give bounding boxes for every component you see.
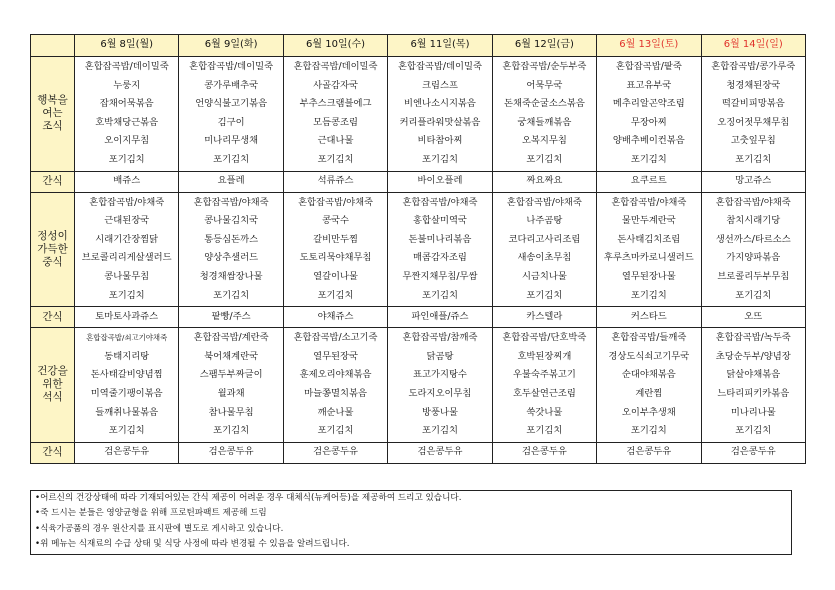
menu-item: 혼합잡곡밥/콩가루죽 — [711, 61, 796, 72]
menu-item: 나주곰탕 — [526, 215, 563, 227]
menu-item: 호박채당근볶음 — [95, 116, 159, 128]
day-header: 6월 10일(수) — [283, 35, 387, 57]
menu-item: 혼합잡곡밥/데이밀죽 — [293, 61, 378, 72]
menu-item: 쑥갓나물 — [526, 406, 563, 418]
menu-item: 포기김치 — [213, 289, 250, 301]
menu-item: 미나리나물 — [730, 406, 776, 418]
meal-cell — [75, 192, 179, 307]
meal-row — [31, 57, 806, 172]
menu-item: 커리플라워맛살볶음 — [399, 116, 481, 128]
menu-item: 떡갈비피망볶음 — [721, 98, 785, 110]
menu-item: 포기김치 — [213, 153, 250, 165]
menu-item: 혼합잡곡밥/녹두죽 — [715, 332, 791, 344]
menu-item: 오이부추생채 — [621, 406, 676, 418]
menu-item: 닭곰탕 — [426, 350, 454, 362]
menu-item: 잡채어묵볶음 — [99, 98, 154, 110]
meal-row — [31, 328, 806, 443]
menu-item: 근대된장국 — [104, 215, 150, 227]
menu-item: 혼합잡곡밥/야채죽 — [193, 196, 269, 208]
meal-row — [31, 192, 806, 307]
row-label: 간식 — [31, 171, 75, 192]
menu-item: 무장아찌 — [630, 116, 667, 128]
menu-item: 크림스프 — [422, 79, 458, 91]
menu-item: 혼합잡곡밥/데이밀죽 — [189, 61, 274, 72]
menu-item: 물만두계란국 — [621, 215, 676, 227]
menu-item: 오징어젓무채무침 — [717, 116, 790, 128]
menu-item: 포기김치 — [630, 153, 667, 165]
day-header: 6월 13일(토) — [597, 35, 701, 57]
meal-cell — [283, 328, 387, 443]
menu-item: 청경채쌈장나물 — [199, 270, 263, 282]
menu-item: 누룽지 — [113, 79, 141, 91]
menu-item: 브로콜리두부무침 — [717, 270, 790, 282]
meal-cell — [701, 328, 805, 443]
menu-item: 마늘쫑멸치볶음 — [304, 387, 367, 399]
meal-cell — [492, 328, 596, 443]
menu-item: 포기김치 — [108, 425, 145, 437]
menu-item: 초당순두부/양념장 — [715, 350, 791, 362]
menu-item: 혼합잡곡밥/야채죽 — [402, 196, 478, 208]
menu-item: 포기김치 — [422, 425, 458, 437]
menu-item: 호박된장찌개 — [517, 350, 572, 362]
menu-item: 훈제오리야채볶음 — [299, 369, 372, 381]
meal-cell — [492, 57, 596, 172]
snack-cell: 요쿠르트 — [597, 171, 701, 192]
menu-item: 혼합잡곡밥/순두부죽 — [502, 61, 587, 72]
menu-item: 혼합잡곡밥/계란죽 — [193, 332, 269, 344]
menu-item: 가지양파볶음 — [726, 252, 781, 264]
menu-item: 포기김치 — [735, 153, 772, 165]
menu-item: 도라지오이무침 — [408, 387, 472, 399]
meal-cell — [283, 57, 387, 172]
row-label: 간식 — [31, 442, 75, 463]
snack-cell: 검은콩두유 — [388, 442, 492, 463]
snack-cell: 짜요짜요 — [492, 171, 596, 192]
meal-cell — [388, 328, 492, 443]
snack-row — [31, 171, 806, 192]
menu-item: 양배추베이컨볶음 — [612, 135, 685, 147]
menu-item: 혼합잡곡밥/야채죽 — [715, 196, 791, 208]
menu-item: 표고가지탕수 — [413, 369, 467, 381]
meal-cell — [597, 328, 701, 443]
menu-item: 포기김치 — [526, 153, 563, 165]
menu-item: 포기김치 — [317, 425, 354, 437]
menu-item: 비타참아찌 — [417, 135, 463, 147]
meal-cell — [492, 192, 596, 307]
meal-cell — [75, 328, 179, 443]
menu-item: 홍합살미역국 — [413, 215, 467, 227]
menu-item: 돈채죽순굴소스볶음 — [503, 98, 585, 110]
note-line: •위 메뉴는 식재료의 수급 상태 및 식당 사정에 따라 변경될 수 있음을 알려드립니다. — [35, 539, 350, 550]
menu-item: 혼합잡곡밥/참깨죽 — [402, 332, 478, 344]
menu-item: 동태지리탕 — [104, 350, 150, 362]
snack-cell: 오뜨 — [701, 307, 805, 328]
snack-row — [31, 307, 806, 328]
row-label: 정성이 가득한 중식 — [31, 192, 75, 307]
menu-item: 돈사태갈비양념찜 — [90, 369, 163, 381]
notes-box — [30, 490, 792, 555]
snack-cell: 망고쥬스 — [701, 171, 805, 192]
menu-item: 미역줄기팽이볶음 — [90, 387, 163, 399]
snack-cell: 검은콩두유 — [283, 442, 387, 463]
menu-item: 혼합잡곡밥/단호박죽 — [502, 332, 587, 344]
menu-item: 들깨취나물볶음 — [95, 406, 159, 418]
meal-cell — [701, 57, 805, 172]
menu-item: 포기김치 — [735, 289, 772, 301]
menu-item: 혼합잡곡밥/야채죽 — [506, 196, 582, 208]
menu-item: 포기김치 — [630, 425, 667, 437]
menu-item: 코다리고사리조림 — [508, 233, 581, 245]
menu-item: 청경채된장국 — [726, 79, 781, 91]
meal-cell — [701, 192, 805, 307]
snack-cell: 토마토사과쥬스 — [75, 307, 179, 328]
snack-cell: 검은콩두유 — [492, 442, 596, 463]
menu-item: 오이지무침 — [104, 135, 150, 147]
menu-item: 시래기간장찜닭 — [95, 233, 159, 245]
menu-item: 열갈이나물 — [313, 270, 358, 282]
snack-cell: 야채쥬스 — [283, 307, 387, 328]
menu-item: 궁채들깨볶음 — [517, 116, 572, 128]
note-line: •식육가공품의 경우 원산지를 표시판에 별도로 게시하고 있습니다. — [35, 523, 284, 534]
menu-item: 포기김치 — [317, 153, 354, 165]
menu-item: 부추스크램블에그 — [299, 98, 372, 110]
snack-cell: 배쥬스 — [75, 171, 179, 192]
menu-item: 콩국수 — [322, 215, 350, 227]
menu-item: 깨순나물 — [317, 406, 354, 418]
menu-item: 혼합잡곡밥/야채죽 — [89, 196, 165, 208]
menu-item: 언양식불고기볶음 — [195, 98, 268, 110]
snack-cell: 검은콩두유 — [701, 442, 805, 463]
menu-item: 시금치나물 — [521, 270, 567, 282]
menu-item: 북어채계란국 — [204, 350, 259, 362]
menu-item: 참치시래기당 — [726, 215, 781, 227]
menu-item: 포기김치 — [108, 289, 145, 301]
menu-item: 포기김치 — [422, 289, 458, 301]
menu-item: 포기김치 — [108, 153, 145, 165]
snack-cell: 팥빵/주스 — [179, 307, 283, 328]
menu-body — [31, 57, 806, 464]
menu-item: 새송이초무침 — [517, 252, 572, 264]
meal-cell — [388, 192, 492, 307]
note-line: •죽 드시는 분들은 영양균형을 위해 프로틴파팩트 제공해 드림 — [35, 508, 267, 519]
row-label: 건강을 위한 석식 — [31, 328, 75, 443]
menu-item: 매콤감자조림 — [413, 252, 467, 264]
menu-item: 열무된장국 — [313, 350, 358, 362]
snack-cell: 검은콩두유 — [75, 442, 179, 463]
snack-cell: 검은콩두유 — [597, 442, 701, 463]
menu-item: 혼합잡곡밥/소고기죽 — [293, 332, 378, 344]
menu-item: 순대야채볶음 — [621, 369, 676, 381]
menu-item: 스팸두부짜글이 — [199, 369, 263, 381]
menu-item: 무짠지채무침/무쌈 — [402, 270, 478, 282]
menu-item: 비엔나소시지볶음 — [404, 98, 476, 110]
menu-item: 포기김치 — [735, 425, 772, 437]
menu-item: 느타리피키카볶음 — [717, 387, 790, 399]
menu-item: 혼합잡곡밥/팥죽 — [615, 61, 682, 72]
menu-item: 우불숙주볶고기 — [512, 369, 576, 381]
menu-item: 콩나물김치국 — [204, 215, 259, 227]
snack-cell: 바이오플레 — [388, 171, 492, 192]
meal-cell — [75, 57, 179, 172]
menu-item: 월과채 — [217, 387, 245, 399]
meal-cell — [597, 57, 701, 172]
menu-item: 표고유부국 — [626, 79, 672, 91]
menu-item: 혼합잡곡밥/들깨죽 — [611, 332, 687, 344]
day-header: 6월 14일(일) — [701, 35, 805, 57]
meal-cell — [179, 192, 283, 307]
menu-item: 미나리무생채 — [204, 135, 259, 147]
menu-item: 혼합잡곡밥/쇠고기야채죽 — [86, 333, 168, 343]
menu-item: 참나물무침 — [208, 406, 254, 418]
snack-cell: 석류쥬스 — [283, 171, 387, 192]
menu-item: 포기김치 — [630, 289, 667, 301]
day-header: 6월 8일(월) — [75, 35, 179, 57]
menu-item: 열무된장나물 — [621, 270, 676, 282]
menu-item: 모듬콩조림 — [313, 116, 358, 128]
menu-item: 오복지무침 — [521, 135, 567, 147]
menu-item: 고춧잎무침 — [730, 135, 776, 147]
menu-item: 도토리묵야채무침 — [299, 252, 372, 264]
menu-item: 어묵무국 — [526, 79, 563, 91]
row-label: 행복을 여는 조식 — [31, 57, 75, 172]
menu-item: 혼합잡곡밥/데이밀죽 — [397, 61, 482, 72]
row-label: 간식 — [31, 307, 75, 328]
menu-item: 콩나물무침 — [104, 270, 150, 282]
menu-item: 포기김치 — [422, 153, 458, 165]
snack-cell: 파인애플/쥬스 — [388, 307, 492, 328]
meal-cell — [179, 328, 283, 443]
menu-item: 포기김치 — [317, 289, 354, 301]
day-header: 6월 9일(화) — [179, 35, 283, 57]
meal-cell — [179, 57, 283, 172]
menu-item: 경상도식쇠고기무국 — [608, 350, 690, 362]
snack-cell: 요플레 — [179, 171, 283, 192]
weekly-menu-table — [30, 34, 806, 464]
day-header-row — [31, 35, 806, 57]
meal-cell — [597, 192, 701, 307]
snack-cell: 검은콩두유 — [179, 442, 283, 463]
meal-cell — [388, 57, 492, 172]
menu-item: 혼합잡곡밥/야채죽 — [298, 196, 374, 208]
menu-item: 사골감자국 — [313, 79, 358, 91]
menu-item: 통등심돈까스 — [204, 233, 259, 245]
menu-item: 계란찜 — [635, 387, 663, 399]
snack-cell: 커스타드 — [597, 307, 701, 328]
menu-item: 후루츠마카로니샐러드 — [603, 252, 694, 264]
menu-item: 콩가루배추국 — [204, 79, 259, 91]
day-header: 6월 11일(목) — [388, 35, 492, 57]
menu-item: 갈비만두찜 — [313, 233, 358, 245]
menu-item: 돈불미나리볶음 — [408, 233, 472, 245]
menu-item: 메추리알곤약조림 — [612, 98, 685, 110]
menu-item: 브로콜리리게살샐러드 — [81, 252, 172, 264]
menu-item: 포기김치 — [213, 425, 250, 437]
menu-item: 방풍나물 — [422, 406, 458, 418]
menu-item: 포기김치 — [526, 289, 563, 301]
menu-item: 김구이 — [217, 116, 245, 128]
menu-item: 혼합잡곡밥/야채죽 — [611, 196, 687, 208]
menu-item: 근대나물 — [317, 135, 354, 147]
snack-cell: 카스텔라 — [492, 307, 596, 328]
menu-item: 양상추샐러드 — [204, 252, 259, 264]
day-header: 6월 12일(금) — [492, 35, 596, 57]
snack-row — [31, 442, 806, 463]
menu-item: 포기김치 — [526, 425, 563, 437]
menu-item: 혼합잡곡밥/데이밀죽 — [84, 61, 169, 72]
meal-cell — [283, 192, 387, 307]
header-corner — [31, 35, 75, 57]
note-line: •어르신의 건강상태에 따라 기재되어있는 간식 제공이 어려운 경우 대체식(뉴케어등)을 제공하여 드리고 있습니다. — [35, 493, 462, 503]
menu-item: 닭살야채볶음 — [726, 369, 781, 381]
menu-item: 호두살연근조림 — [512, 387, 576, 399]
menu-item: 돈사태김치조림 — [617, 233, 681, 245]
menu-item: 생선까스/타르소스 — [715, 233, 791, 245]
